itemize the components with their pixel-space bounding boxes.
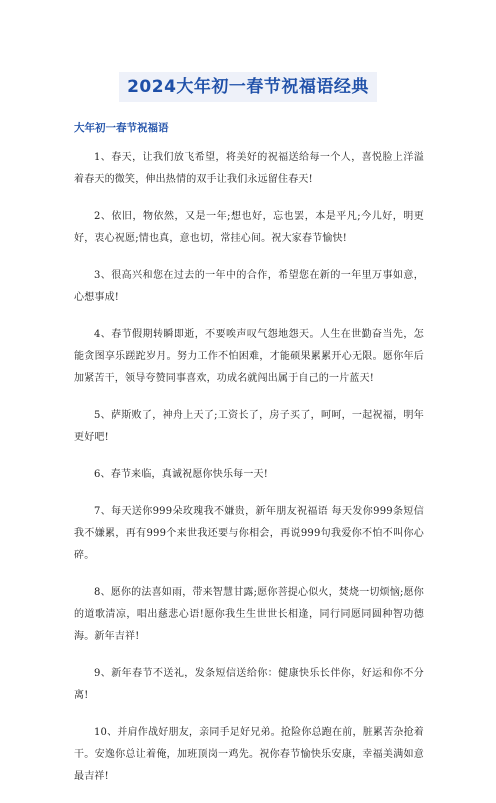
title-wrapper: [0, 72, 496, 102]
paragraph-9: 9、新年春节不送礼，发条短信送给你：健康快乐长伴你，好运和你不分离!: [74, 668, 424, 701]
document-body: [74, 147, 424, 803]
paragraph-8: 8、愿你的法喜如雨，带来智慧甘露;愿你菩提心似火，焚烧一切烦恼;愿你的道歌清凉，唱出慈悲心语!愿你我生生世世长相逢，同行同愿同圆种智功德海。新年吉祥!: [74, 587, 424, 642]
paragraph-4: 4、春节假期转瞬即逝，不要唉声叹气怨地怨天。人生在世勤奋当先，怎能贪图享乐蹉跎岁月。努力工作不怕困难，才能硕果累累开心无限。愿你年后加紧苦干，领导夸赞同事喜欢，功成名就闯出属于自己的一片蓝天!: [74, 329, 424, 384]
paragraph-5: 5、萨斯败了，神舟上天了;工资长了，房子买了，呵呵，一起祝福，明年更好吧!: [74, 410, 424, 443]
section-heading: 大年初一春节祝福语: [74, 122, 169, 134]
document-title: 2024大年初一春节祝福语经典: [119, 72, 377, 102]
paragraph-1: 1、春天，让我们放飞希望，将美好的祝福送给每一个人，喜悦脸上洋溢着春天的微笑，伸出热情的双手让我们永远留住春天!: [74, 152, 424, 185]
paragraph-10: 10、并肩作战好朋友，亲同手足好兄弟。抢险你总跑在前，脏累苦杂抢着干。安逸你总让着俺，加班顶岗一鸡先。祝你春节愉快乐安康，幸福美满如意最吉祥!: [74, 727, 424, 782]
paragraph-7: 7、每天送你999朵玫瑰我不嫌贵，新年朋友祝福语 每天发你999条短信我不嫌累，再有999个来世我还要与你相会，再说999句我爱你不怕不叫你心碎。: [74, 506, 424, 561]
paragraph-6: 6、春节来临，真诚祝愿你快乐每一天!: [94, 469, 268, 480]
paragraph-2: 2、依旧，物依然，又是一年;想也好，忘也罢，本是平凡;今儿好，明更好，衷心祝愿;情也真，意也切，常挂心间。祝大家春节愉快!: [74, 211, 424, 244]
paragraph-3: 3、很高兴和您在过去的一年中的合作，希望您在新的一年里万事如意，心想事成!: [74, 270, 424, 303]
